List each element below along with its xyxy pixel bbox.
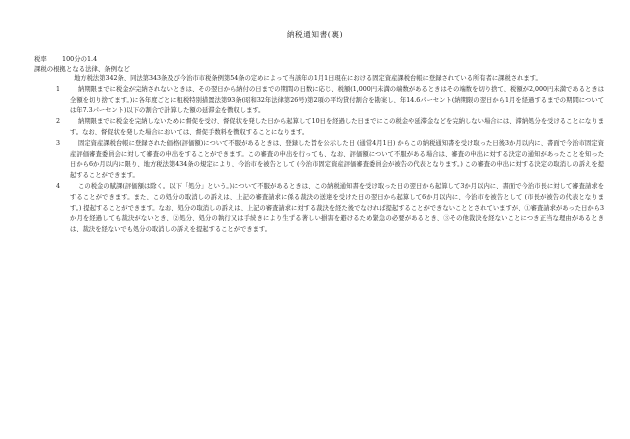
tax-rate-line — [34, 54, 604, 64]
item-number: 2 — [56, 118, 61, 126]
item-text: 納期限までに税金が完納されないときは、その翌日から納付の日までの期間の日数に応じ、税額(1,000円未満の端数があるときはその端数を切り捨て、税額が2,000円未満であるときは全額を切り捨てます。)に各年度ごとに租税特別措置法第93条(昭和32年法律第26号)第2項の平均貸付割合を勘案し、年14.6パーセント(納期限の翌日から1月を経過するまでの期間については年7.3パーセント)以下の割合で計算した額の延滞金を徴収します。 — [70, 85, 604, 115]
item-text: この税金の賦課(評価額は除く。以下「処分」という。)について不服があるときは、この納税通知書を受け取った日の翌日から起算して3か月以内に、書面で今治市長に対して審査請求をすることができます。また、この処分の取消しの訴えは、上記の審査請求に係る裁決の送達を受けた日の翌日から起算して6か月以内に、今治市を被告として (市長が被告の代表となります。) 提起することができます。なお、処分の取消しの訴えは、上記の審査請求に対する裁決を経た後でなければ提起することができないこととされていますが、①審査請求があった日から3か月を経過しても裁決がないとき、②処分、処分の執行又は手続きにより生ずる著しい損害を避けるため緊急の必要があるとき、③その他裁決を経ないことにつき正当な理由があるときは、裁決を経ないでも処分の取消しの訴えを提起することができます。 — [70, 182, 604, 234]
basis-heading: 課税の根拠となる法律、条例など — [34, 65, 130, 73]
item-number: 1 — [56, 85, 61, 93]
tax-rate-label: 税率 — [34, 55, 47, 63]
item-text: 固定資産課税台帳に登録された価格(評価額)について不服があるときは、登録した旨を公示した日 (通常4月1日) からこの納税通知書を受け取った日後3か月以内に、書面で今治市固定資産評価審査委員会に対して審査の申出をすることができます。この審査の申出を行っても、なお、評価額について不服がある場合は、審査の申出に対する決定の通知があったことを知った日から6か月以内に限り、地方税法第434条の規定により、今治市を被告として (今治市固定資産評価審査委員会が被告の代表となります。) この審査の申出に対する決定の取消しの訴えを提起することができます。 — [70, 139, 604, 180]
tax-rate-value: 100分の1.4 — [62, 55, 98, 63]
notice-item-4 — [26, 182, 604, 236]
intro-paragraph: 地方税法第342条、同法第343条及び今治市市税条例第54条の定めによって当該年の1月1日現在における固定資産課税台帳に登録されている所有者に課税されます。 — [74, 75, 542, 82]
notice-item-3 — [26, 139, 604, 182]
item-text: 納期限までに税金を完納しないために督促を受け、督促状を発した日から起算して10日を経過した日までにこの税金や延滞金などを完納しない場合には、滞納処分を受けることになります。なお、督促状を発した場合においては、督促手数料を徴収することになります。 — [70, 118, 604, 136]
document-title: 納税通知書(裏) — [286, 30, 344, 39]
notice-item-2 — [26, 117, 604, 139]
item-number: 4 — [56, 182, 61, 190]
item-number: 3 — [56, 139, 61, 147]
notice-item-1 — [26, 85, 604, 117]
